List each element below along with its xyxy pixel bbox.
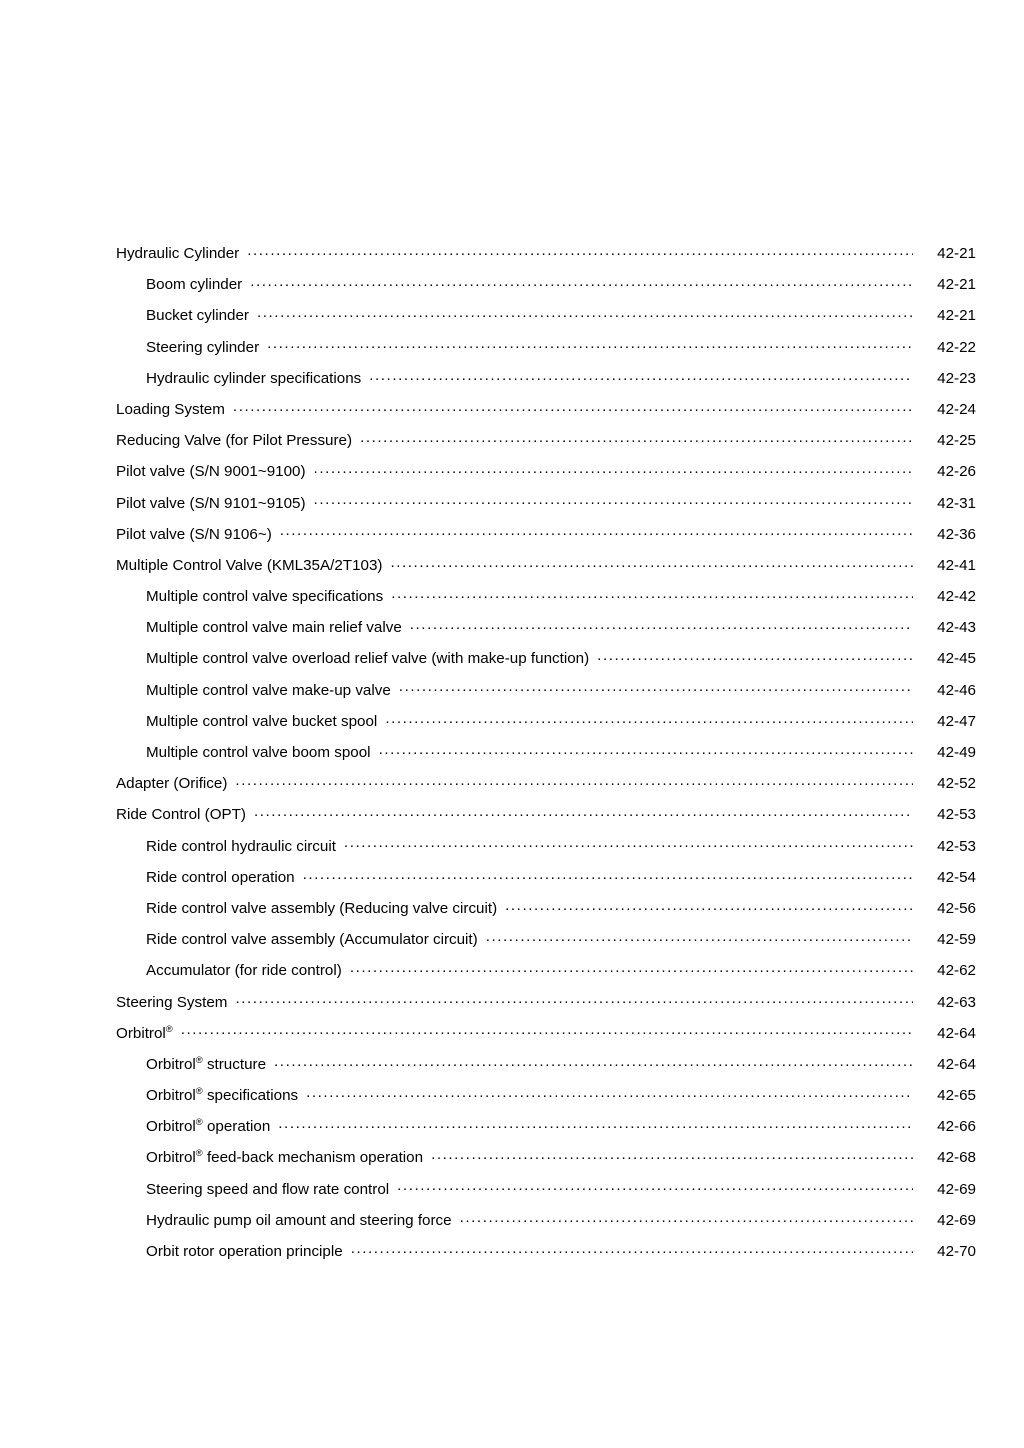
table-of-contents: [116, 238, 976, 1267]
toc-entry-page-number: 42-68: [937, 1149, 976, 1167]
registered-trademark-icon: ®: [195, 1116, 203, 1128]
toc-entry-page-number: 42-69: [937, 1211, 976, 1229]
toc-entry[interactable]: [116, 1018, 976, 1049]
toc-entry[interactable]: [116, 1080, 976, 1111]
toc-entry[interactable]: [116, 799, 976, 830]
toc-entry-page-number: 42-59: [937, 931, 976, 949]
toc-entry[interactable]: [116, 675, 976, 706]
toc-entry-page-number: 42-26: [937, 463, 976, 481]
toc-dot-leader: [351, 1241, 913, 1256]
toc-entry-title: Steering cylinder: [146, 338, 260, 356]
toc-entry-page-number: 42-66: [937, 1118, 976, 1136]
toc-entry-title: Ride control valve assembly (Accumulator circuit): [146, 931, 478, 949]
toc-entry-title: Hydraulic cylinder specifications: [146, 369, 362, 387]
toc-entry-title: Multiple Control Valve (KML35A/2T103): [116, 556, 383, 574]
toc-entry-page-number: 42-64: [937, 1024, 976, 1042]
toc-entry[interactable]: [116, 238, 976, 269]
toc-entry[interactable]: [116, 1205, 976, 1236]
toc-dot-leader: [250, 274, 913, 289]
toc-entry-page-number: 42-46: [937, 681, 976, 699]
toc-dot-leader: [274, 1054, 913, 1069]
toc-dot-leader: [399, 679, 913, 694]
toc-entry[interactable]: [116, 550, 976, 581]
toc-entry-page-number: 42-21: [937, 245, 976, 262]
toc-entry-page-number: 42-63: [937, 993, 976, 1011]
toc-entry-title: Orbitrol®: [116, 1022, 173, 1042]
toc-entry-title: Ride Control (OPT): [116, 806, 246, 824]
toc-entry-page-number: 42-62: [937, 962, 976, 980]
toc-entry-page-number: 42-49: [937, 744, 976, 761]
toc-entry[interactable]: [116, 456, 976, 487]
toc-dot-leader: [235, 773, 913, 788]
toc-dot-leader: [314, 461, 913, 476]
toc-dot-leader: [235, 991, 913, 1006]
toc-entry-title: Reducing Valve (for Pilot Pressure): [116, 432, 353, 450]
toc-dot-leader: [306, 1085, 913, 1100]
toc-entry[interactable]: [116, 737, 976, 768]
toc-entry-page-number: 42-22: [937, 338, 976, 356]
toc-entry-page-number: 42-45: [937, 650, 976, 668]
toc-entry-title: Accumulator (for ride control): [146, 962, 342, 980]
toc-dot-leader: [303, 867, 913, 882]
toc-dot-leader: [350, 960, 913, 975]
toc-entry[interactable]: [116, 643, 976, 674]
toc-entry-title: Pilot valve (S/N 9101~9105): [116, 494, 306, 512]
toc-entry[interactable]: [116, 488, 976, 519]
toc-entry-title: Pilot valve (S/N 9106~): [116, 525, 272, 543]
toc-entry-page-number: 42-43: [937, 619, 976, 637]
toc-entry[interactable]: [116, 955, 976, 986]
toc-entry-title: Hydraulic Cylinder: [116, 245, 240, 262]
toc-entry-page-number: 42-21: [937, 276, 976, 294]
toc-dot-leader: [460, 1210, 913, 1225]
toc-entry-title: Bucket cylinder: [146, 307, 249, 325]
toc-dot-leader: [247, 243, 913, 258]
toc-dot-leader: [486, 929, 913, 944]
toc-entry-title: Orbitrol® operation: [146, 1116, 271, 1136]
toc-entry-title: Adapter (Orifice): [116, 775, 228, 793]
toc-entry-title: Ride control valve assembly (Reducing valve circuit): [146, 899, 498, 917]
toc-entry-page-number: 42-56: [937, 899, 976, 917]
toc-dot-leader: [280, 524, 913, 539]
toc-dot-leader: [233, 399, 913, 414]
toc-dot-leader: [397, 1178, 913, 1193]
toc-entry-title: Pilot valve (S/N 9001~9100): [116, 463, 306, 481]
toc-entry-title: Boom cylinder: [146, 276, 243, 294]
toc-dot-leader: [314, 492, 913, 507]
toc-entry[interactable]: [116, 1174, 976, 1205]
toc-entry-page-number: 42-64: [937, 1055, 976, 1073]
toc-entry[interactable]: [116, 581, 976, 612]
toc-entry-title: Multiple control valve overload relief valve (with make-up function): [146, 650, 590, 668]
toc-dot-leader: [181, 1023, 913, 1038]
toc-entry-page-number: 42-53: [937, 837, 976, 855]
toc-entry[interactable]: [116, 1049, 976, 1080]
toc-entry[interactable]: [116, 1111, 976, 1142]
toc-entry[interactable]: [116, 1142, 976, 1173]
toc-entry-title: Multiple control valve make-up valve: [146, 681, 391, 699]
toc-entry-page-number: 42-54: [937, 868, 976, 886]
toc-entry-title: Multiple control valve bucket spool: [146, 712, 378, 730]
toc-dot-leader: [360, 430, 913, 445]
toc-entry-title: Loading System: [116, 400, 225, 418]
registered-trademark-icon: ®: [195, 1053, 203, 1065]
toc-dot-leader: [257, 305, 913, 320]
toc-entry[interactable]: [116, 862, 976, 893]
toc-entry[interactable]: [116, 425, 976, 456]
toc-dot-leader: [278, 1116, 913, 1131]
toc-entry-page-number: 42-65: [937, 1087, 976, 1105]
toc-dot-leader: [344, 835, 913, 850]
toc-entry[interactable]: [116, 706, 976, 737]
toc-entry[interactable]: [116, 300, 976, 331]
toc-dot-leader: [505, 898, 913, 913]
toc-entry-title: Ride control operation: [146, 868, 295, 886]
toc-dot-leader: [379, 742, 913, 757]
toc-dot-leader: [597, 648, 913, 663]
toc-entry[interactable]: [116, 831, 976, 862]
toc-entry-page-number: 42-24: [937, 400, 976, 418]
toc-dot-leader: [267, 336, 913, 351]
toc-entry-page-number: 42-69: [937, 1180, 976, 1198]
toc-entry-title: Multiple control valve boom spool: [146, 744, 371, 761]
toc-entry[interactable]: [116, 612, 976, 643]
toc-entry-title: Multiple control valve specifications: [146, 588, 384, 606]
toc-entry-page-number: 42-53: [937, 806, 976, 824]
toc-entry-page-number: 42-52: [937, 775, 976, 793]
toc-entry-page-number: 42-41: [937, 556, 976, 574]
toc-entry[interactable]: [116, 394, 976, 425]
toc-entry[interactable]: [116, 893, 976, 924]
toc-entry-title: Orbitrol® specifications: [146, 1085, 299, 1105]
toc-entry-title: Orbitrol® structure: [146, 1053, 267, 1073]
toc-entry-title: Steering System: [116, 993, 228, 1011]
toc-dot-leader: [391, 586, 913, 601]
toc-entry-title: Hydraulic pump oil amount and steering force: [146, 1211, 452, 1229]
toc-entry-page-number: 42-21: [937, 307, 976, 325]
registered-trademark-icon: ®: [165, 1022, 173, 1034]
toc-entry-page-number: 42-25: [937, 432, 976, 450]
toc-entry[interactable]: [116, 987, 976, 1018]
toc-entry-page-number: 42-70: [937, 1243, 976, 1260]
toc-dot-leader: [385, 711, 913, 726]
toc-dot-leader: [410, 617, 913, 632]
toc-entry[interactable]: [116, 924, 976, 955]
toc-entry[interactable]: [116, 269, 976, 300]
toc-entry[interactable]: [116, 363, 976, 394]
toc-entry-title: Orbitrol® feed-back mechanism operation: [146, 1147, 424, 1167]
toc-entry-page-number: 42-23: [937, 369, 976, 387]
toc-entry-title: Orbit rotor operation principle: [146, 1243, 343, 1260]
toc-dot-leader: [369, 368, 913, 383]
toc-entry-title: Multiple control valve main relief valve: [146, 619, 402, 637]
toc-entry-page-number: 42-36: [937, 525, 976, 543]
toc-entry[interactable]: [116, 1236, 976, 1267]
registered-trademark-icon: ®: [195, 1085, 203, 1096]
toc-entry[interactable]: [116, 332, 976, 363]
toc-dot-leader: [254, 804, 913, 819]
toc-entry[interactable]: [116, 768, 976, 799]
toc-entry-page-number: 42-42: [937, 588, 976, 606]
registered-trademark-icon: ®: [195, 1147, 203, 1159]
toc-entry[interactable]: [116, 519, 976, 550]
toc-dot-leader: [390, 555, 913, 570]
toc-entry-title: Ride control hydraulic circuit: [146, 837, 336, 855]
toc-entry-page-number: 42-47: [937, 712, 976, 730]
toc-entry-page-number: 42-31: [937, 494, 976, 512]
toc-dot-leader: [431, 1147, 913, 1162]
toc-entry-title: Steering speed and flow rate control: [146, 1180, 390, 1198]
